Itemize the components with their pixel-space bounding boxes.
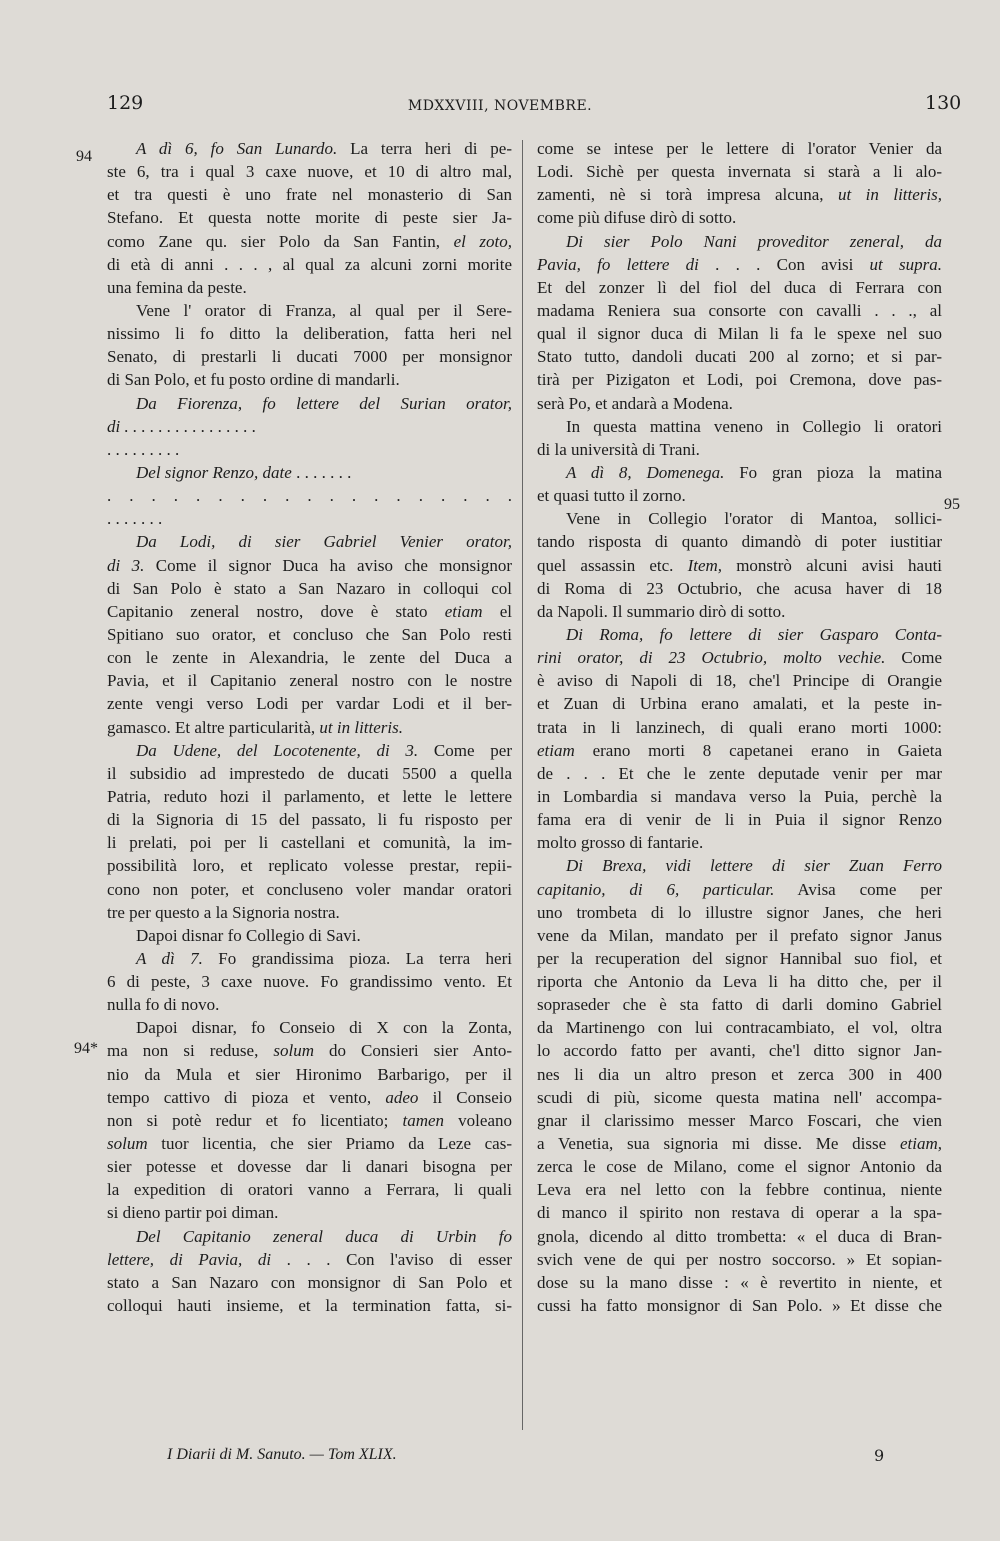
text-run: una femina da peste. [107, 277, 247, 297]
text-run: in Lombardia si mandava verso la Puia, perchè la [537, 786, 942, 806]
text-line [107, 1086, 512, 1109]
text-run: la expedition di oratori vanno a Ferrara, li quali [107, 1180, 512, 1200]
text-line [537, 901, 942, 924]
text-line [107, 461, 512, 484]
italic-text: Pavia, fo lettere di [537, 254, 699, 274]
text-line [537, 183, 942, 206]
text-line [107, 345, 512, 368]
text-line [537, 507, 942, 530]
text-run: gamasco. Et altre particularità, [107, 717, 320, 737]
italic-text: etiam [537, 740, 575, 760]
text-run: Avisa come per [774, 879, 942, 899]
italic-text: ut in litteris, [838, 185, 942, 205]
text-line [107, 970, 512, 993]
text-line [107, 1271, 512, 1294]
text-line [537, 623, 942, 646]
right-column [537, 137, 942, 1317]
italic-text: rini orator, di 23 Octubrio, molto vechie. [537, 648, 886, 668]
column-divider [522, 140, 523, 1430]
italic-text: Da Fiorenza, fo lettere del Surian orator, [136, 393, 512, 413]
text-line [537, 276, 942, 299]
italic-text: ut in litteris. [319, 717, 403, 737]
text-line [107, 901, 512, 924]
text-run: Capitanio zeneral nostro, dove è stato [107, 601, 445, 621]
text-line [107, 947, 512, 970]
text-line [537, 970, 942, 993]
text-line [537, 1155, 942, 1178]
text-run: li prelati, poi per li castellani et comunità, la im- [107, 833, 512, 853]
text-line [107, 1132, 512, 1155]
text-line [107, 623, 512, 646]
text-line [537, 253, 942, 276]
text-line [537, 1294, 942, 1317]
text-run: nio da Mula et sier Hironimo Barbarigo, per il [107, 1064, 512, 1084]
text-line [107, 137, 512, 160]
text-run: Leva era nel letto con la febbre continua, niente [537, 1180, 942, 1200]
text-run: Dapoi disnar, fo Conseio di X con la Zonta, [136, 1018, 512, 1038]
text-run: di la Signoria di 15 del passato, li fu risposto per [107, 810, 512, 830]
text-line [107, 993, 512, 1016]
text-line [107, 484, 512, 507]
text-run: zente vengi verso Lodi per vardar Lodi et il ber- [107, 694, 512, 714]
text-line [537, 924, 942, 947]
text-run: erano morti 8 capetanei erano in Gaieta [574, 740, 942, 760]
text-line [537, 368, 942, 391]
text-run: da Martinengo con lui contracambiato, el vol, oltra [537, 1018, 942, 1038]
text-line [537, 1086, 942, 1109]
text-line [107, 507, 512, 530]
text-line [537, 415, 942, 438]
text-line [537, 137, 942, 160]
text-run: voleano [444, 1110, 512, 1130]
text-run: trata in li lanzinech, di quali erano morti 1000: [537, 717, 942, 737]
text-run: In questa mattina veneno in Collegio li oratori [566, 416, 942, 436]
text-run: lo accordo fatto per avanti, che'l ditto signor Jan- [537, 1041, 942, 1061]
text-run: Come [885, 648, 942, 668]
text-line [107, 299, 512, 322]
text-line [537, 1248, 942, 1271]
text-line [107, 438, 512, 461]
text-line [107, 1016, 512, 1039]
text-line [107, 1155, 512, 1178]
text-run: Fo gran pioza la matina [724, 462, 942, 482]
text-run: con le zente in Alexandria, le zente del Duca a [107, 648, 512, 668]
text-run: Vene l' orator di Franza, al qual per il Sere- [136, 300, 512, 320]
text-line [107, 368, 512, 391]
text-run: scudi di più, sicome questa matina nell' accompa- [537, 1087, 942, 1107]
text-line [537, 1132, 942, 1155]
text-line [537, 808, 942, 831]
text-run: et quasi tutto il zorno. [537, 486, 686, 506]
italic-text: etiam [444, 601, 483, 621]
text-line [537, 206, 942, 229]
text-run: Stefano. Et questa notte morite di peste sier Ja- [107, 208, 512, 228]
text-line [107, 1201, 512, 1224]
text-run: è aviso di Napoli di 18, che'l Principe di Orangie [537, 671, 942, 691]
text-line [537, 692, 942, 715]
italic-text: A dì 6, fo San Lunardo. [136, 139, 338, 158]
text-run: . . . Con l'aviso di esser [271, 1249, 512, 1269]
text-run: fama era di venir de li in Puia il signor Renzo [537, 810, 942, 830]
italic-text: capitanio, di 6, particular. [537, 879, 775, 899]
text-line [537, 716, 942, 739]
text-line [107, 530, 512, 553]
text-line [107, 1248, 512, 1271]
text-run: tando risposta di quanto dimandò di poter iustitiar [537, 532, 942, 552]
text-run: Come il signor Duca ha aviso che monsignor [144, 555, 512, 575]
page-number-right: 130 [925, 92, 962, 114]
margin-note-94: 94 [76, 148, 92, 165]
text-line [537, 646, 942, 669]
text-run: serà Po, et andarà a Modena. [537, 393, 733, 413]
text-run: quel assassin etc. [537, 555, 688, 575]
text-line [107, 716, 512, 739]
text-line [107, 1063, 512, 1086]
text-run: cono non poter, et concluseno voler mandar oratori [107, 879, 512, 899]
margin-note-94-star: 94* [74, 1040, 98, 1057]
text-line [537, 160, 942, 183]
text-run: non si potè redur et fo licentiato; [107, 1110, 403, 1130]
italic-text: Item, [687, 555, 723, 575]
text-line [537, 947, 942, 970]
text-line [537, 762, 942, 785]
text-line [537, 669, 942, 692]
text-run: a Venetia, sua signoria mi disse. Me disse [537, 1134, 900, 1154]
text-run: Pavia, et il Capitanio zeneral nostro con le nostre [107, 671, 512, 691]
text-line [107, 646, 512, 669]
text-line [537, 878, 942, 901]
text-run: monstrò alcuni avisi hauti [722, 555, 942, 575]
text-run: vene da Milan, mandato per il prefato signor Janus [537, 925, 942, 945]
text-line [537, 1039, 942, 1062]
text-line [107, 392, 512, 415]
text-run: do Consieri sier Anto- [313, 1041, 512, 1061]
text-run: riporta che Antonio da Leva li ha ditto che, per il [537, 972, 942, 992]
text-run: nulla fo di novo. [107, 995, 220, 1015]
text-line [537, 530, 942, 553]
text-line [107, 1294, 512, 1317]
text-run: Come per [418, 740, 512, 760]
text-run: Stato tutto, dandoli ducati 200 al zorno; et si par- [537, 347, 942, 367]
text-run: di Roma di 23 Octubrio, che acusa haver di 18 [537, 578, 942, 598]
text-run: gnola, dicendo al ditto trombetta: « el duca di Bran- [537, 1226, 942, 1246]
text-line [537, 484, 942, 507]
text-run: di età di anni . . . , al qual za alcuni zorni morite [107, 254, 512, 274]
text-line [107, 878, 512, 901]
italic-text: Di Brexa, vidi lettere di sier Zuan Ferro [566, 856, 942, 876]
text-run: . . . Con avisi [698, 254, 870, 274]
text-line [107, 808, 512, 831]
text-run: stato a San Nazaro con monsignor di San Polo et [107, 1272, 512, 1292]
text-run: Et del zonzer lì del fiol del duca di Ferrara con [537, 277, 942, 297]
text-line [537, 1225, 942, 1248]
italic-text: el zoto, [453, 231, 512, 251]
text-run: Lodi. Sichè per questa invernata si starà a li alo- [537, 162, 942, 182]
italic-text: etiam, [899, 1134, 942, 1154]
text-run: et Zuan di Urbina erano amalati, et la peste in- [537, 694, 942, 714]
text-line [537, 461, 942, 484]
text-line [537, 785, 942, 808]
text-line [107, 600, 512, 623]
text-line [107, 692, 512, 715]
text-line [537, 1063, 942, 1086]
text-run: si dieno partir poi diman. [107, 1203, 279, 1223]
text-line [107, 739, 512, 762]
text-run: come se intese per le lettere di l'orator Venier da [537, 139, 942, 158]
text-run: di la università di Trani. [537, 439, 700, 459]
italic-text: adeo [385, 1087, 419, 1107]
text-line [107, 554, 512, 577]
italic-text: di . . . . . . . . . . . . . . . . [107, 416, 257, 436]
text-run: tuor licentia, che sier Priamo da Leze cas- [147, 1134, 512, 1154]
text-run: ma non si reduse, [107, 1041, 274, 1061]
text-run: de . . . Et che le zente deputade venir per mar [537, 763, 942, 783]
text-line [537, 600, 942, 623]
text-line [107, 1039, 512, 1062]
text-run: gnar il clarissimo messer Marco Foscari, che vien [537, 1110, 942, 1130]
text-line [107, 762, 512, 785]
text-line [537, 739, 942, 762]
text-line [107, 669, 512, 692]
text-run: ste 6, tra i qual 3 caxe nuove, et 10 di altro mal, [107, 162, 512, 182]
text-run: il Conseio [418, 1087, 512, 1107]
text-run: sier potesse et dovesse dar li danari bisogna per [107, 1157, 512, 1177]
text-line [107, 577, 512, 600]
text-run: 6 di peste, 3 caxe nuove. Fo grandissimo vento. Et [107, 972, 512, 992]
italic-text: solum [107, 1134, 148, 1154]
text-run: Senato, di prestarli li ducati 7000 per monsignor [107, 347, 512, 367]
text-line [537, 577, 942, 600]
text-run: di San Polo è stato a San Nazaro in colloqui col [107, 578, 512, 598]
text-line [537, 345, 942, 368]
text-line [537, 1271, 942, 1294]
text-line [107, 1109, 512, 1132]
italic-text: Di sier Polo Nani proveditor zeneral, da [566, 231, 942, 251]
italic-text: di 3. [107, 555, 145, 575]
text-run: nissimo li fo ditto la deliberation, fatta heri nel [107, 324, 512, 344]
text-run: . . . . . . . . . . . . . . . . . . . [107, 486, 512, 506]
text-line [107, 160, 512, 183]
text-line [107, 276, 512, 299]
text-line [537, 854, 942, 877]
text-run: . . . . . . . [291, 462, 352, 482]
text-run: et tra questi è uno frate nel monasterio di San [107, 185, 512, 205]
text-run: tirà per Pizigaton et Lodi, poi Cremona, dove pas- [537, 370, 942, 390]
text-run: svich vene de qui per nostro soccorso. » Et sopian- [537, 1249, 942, 1269]
text-run: nes li dia un altro preson et zerca 300 in 400 [537, 1064, 942, 1084]
text-line [537, 1178, 942, 1201]
italic-text: Di Roma, fo lettere di sier Gasparo Conta- [566, 624, 942, 644]
text-line [107, 415, 512, 438]
text-line [107, 253, 512, 276]
italic-text: Del Capitanio zeneral duca di Urbin fo [136, 1226, 512, 1246]
italic-text: ut supra. [869, 254, 942, 274]
text-line [537, 230, 942, 253]
italic-text: A dì 8, Domenega. [566, 462, 725, 482]
text-run: La terra heri di pe- [337, 139, 512, 158]
text-line [537, 299, 942, 322]
text-line [107, 1225, 512, 1248]
text-run: madama Reniera sua consorte con cavalli . . ., al [537, 300, 942, 320]
text-run: . . . . . . . [107, 509, 163, 529]
text-line [107, 206, 512, 229]
text-line [107, 322, 512, 345]
page-number-left: 129 [107, 92, 144, 114]
text-run: Dapoi disnar fo Collegio di Savi. [136, 925, 361, 945]
text-run: come più difuse dirò di sotto. [537, 208, 737, 228]
text-run: Spitiano suo orator, et concluso che San Polo resti [107, 624, 512, 644]
left-column [107, 137, 512, 1317]
text-run: da Napoli. Il summario dirò di sotto. [537, 601, 786, 621]
text-line [537, 438, 942, 461]
text-run: tre per questo a la Signoria nostra. [107, 902, 340, 922]
italic-text: Da Udene, del Locotenente, di 3. [136, 740, 419, 760]
text-line [537, 993, 942, 1016]
text-run: zerca le cose de Milano, come el signor Antonio da [537, 1157, 942, 1177]
text-run: como Zane qu. sier Polo da San Fantin, [107, 231, 454, 251]
text-run: cussi ha fatto monsignor di San Polo. » Et disse che [537, 1296, 942, 1316]
text-run: molto grosso di fantarie. [537, 833, 704, 853]
italic-text: A dì 7. [136, 948, 203, 968]
italic-text: tamen [402, 1110, 445, 1130]
text-run: qual il signor duca di Milan li fa le spexe nel suo [537, 324, 942, 344]
text-line [107, 183, 512, 206]
italic-text: Da Lodi, di sier Gabriel Venier orator, [136, 532, 512, 552]
text-run: di manco il spirito non restava di operar a la spa- [537, 1203, 942, 1223]
text-run: uno trombeta di lo illustre signor Janes, che heri [537, 902, 942, 922]
text-line [537, 1016, 942, 1039]
text-line [537, 392, 942, 415]
text-run: zamenti, nè si torà impresa alcuna, [537, 185, 838, 205]
text-line [537, 831, 942, 854]
running-title: MDXXVIII, NOVEMBRE. [407, 98, 593, 114]
text-run: il subsidio ad imprestedo de ducati 5500 a quella [107, 763, 512, 783]
italic-text: lettere, di Pavia, di [107, 1249, 272, 1269]
footer-signature: I Diarii di M. Sanuto. — Tom XLIX. [167, 1446, 397, 1463]
text-run: tempo cattivo di pioza et vento, [107, 1087, 386, 1107]
footer-sheet-number: 9 [874, 1446, 885, 1465]
text-run: . . . . . . . . . [107, 439, 180, 459]
text-run: Patria, reduto hozi il parlamento, et lette le lettere [107, 786, 512, 806]
text-run: possibilità loro, et replicato volesse prestar, repii- [107, 856, 512, 876]
italic-text: solum [273, 1041, 314, 1061]
text-run: per la recuperation del signor Hannibal suo fiol, et [537, 948, 942, 968]
text-run: Fo grandissima pioza. La terra heri [202, 948, 512, 968]
margin-note-95: 95 [944, 496, 960, 513]
text-run: dose su la mano disse : « è revertito in niente, et [537, 1272, 942, 1292]
text-line [537, 1201, 942, 1224]
italic-text: Del signor Renzo, date [136, 462, 292, 482]
text-line [107, 854, 512, 877]
text-line [107, 230, 512, 253]
text-run: el [482, 601, 512, 621]
text-line [107, 924, 512, 947]
text-line [107, 785, 512, 808]
text-line [537, 554, 942, 577]
text-run: sopraseder che è sta fatto di darli domino Gabriel [537, 995, 942, 1015]
text-line [107, 831, 512, 854]
text-run: Vene in Collegio l'orator di Mantoa, sollici- [566, 509, 942, 529]
text-run: di San Polo, et fu posto ordine di mandarli. [107, 370, 400, 390]
text-line [107, 1178, 512, 1201]
text-run: colloqui hauti insieme, et la termination fatta, si- [107, 1296, 512, 1316]
text-line [537, 1109, 942, 1132]
text-line [537, 322, 942, 345]
